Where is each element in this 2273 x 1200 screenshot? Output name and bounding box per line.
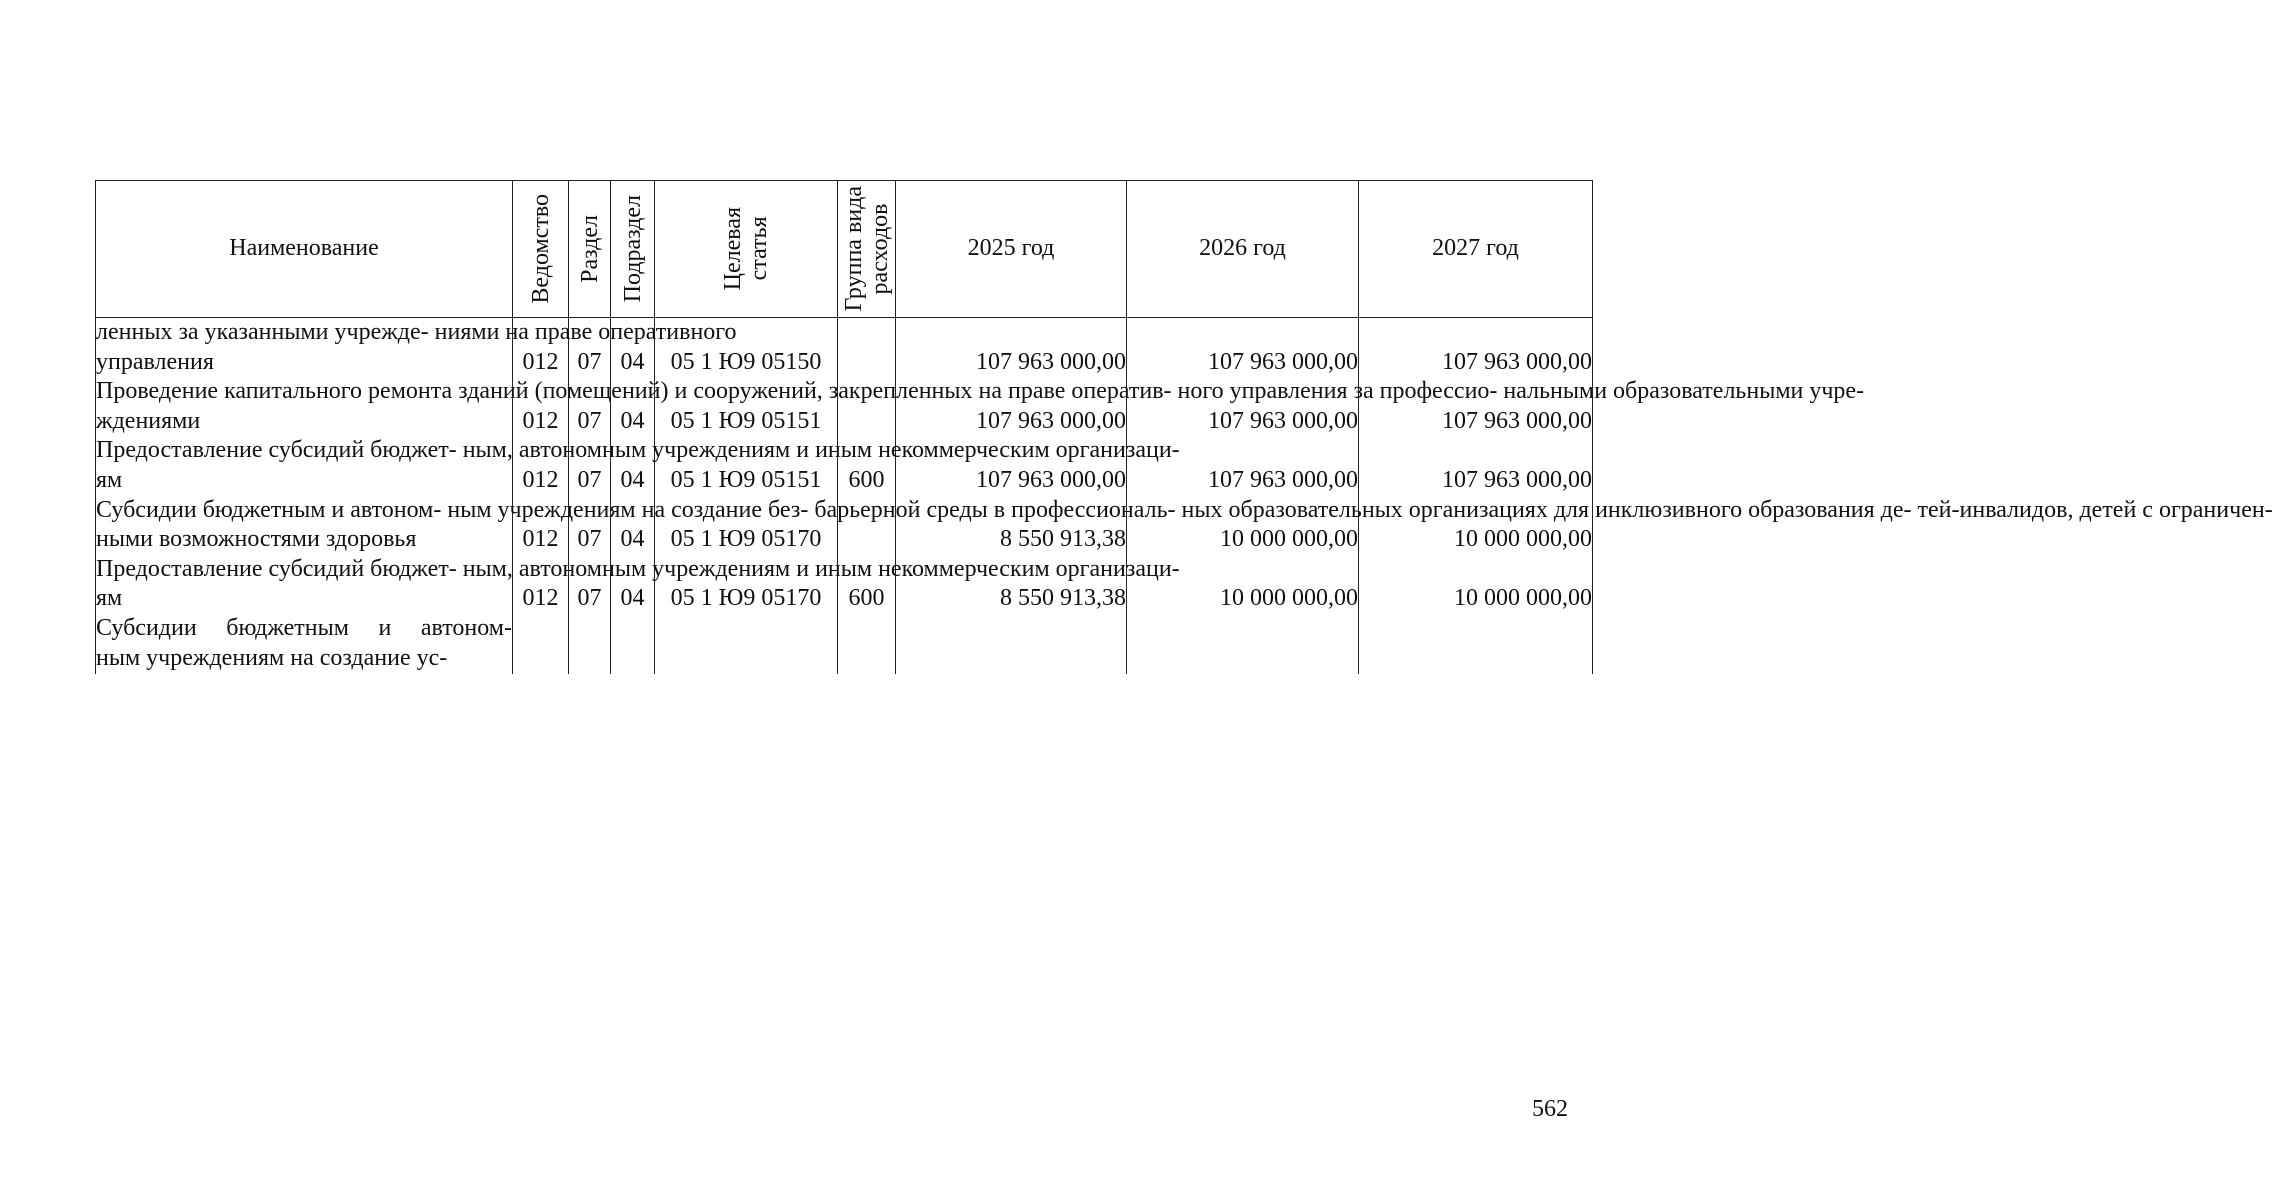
cell-dept: 012 bbox=[513, 496, 569, 555]
header-dept-label: Ведомство bbox=[527, 194, 554, 304]
cell-name bbox=[96, 614, 513, 674]
cell-name-line: Предоставление субсидий бюджет- bbox=[96, 555, 457, 582]
header-section bbox=[569, 181, 611, 318]
header-target-line1: Целевая bbox=[720, 207, 746, 291]
header-dept bbox=[513, 181, 569, 318]
cell-dept: 012 bbox=[513, 555, 569, 614]
header-target-line2: статья bbox=[746, 217, 772, 281]
cell-group: 600 bbox=[838, 555, 896, 614]
header-2027-label: 2027 год bbox=[1432, 235, 1519, 262]
cell-subsection: 04 bbox=[611, 318, 655, 378]
cell-2027: 10 000 000,00 bbox=[1359, 496, 1593, 555]
cell-2025: 107 963 000,00 bbox=[896, 318, 1127, 378]
cell-subsection: 04 bbox=[611, 436, 655, 495]
cell-target: 05 1 Ю9 05151 bbox=[655, 377, 838, 436]
cell-subsection: 04 bbox=[611, 555, 655, 614]
cell-name-line: ям bbox=[96, 585, 123, 612]
header-2025-label: 2025 год bbox=[967, 235, 1055, 262]
header-target-label bbox=[720, 207, 772, 290]
cell-dept: 012 bbox=[513, 318, 569, 378]
cell-2027: 10 000 000,00 bbox=[1359, 555, 1593, 614]
cell-name-line: тей-инвалидов, детей с ограничен- bbox=[1917, 496, 2273, 523]
cell-name-line: иным некоммерческим организаци- bbox=[815, 555, 1180, 582]
table-row bbox=[96, 436, 1593, 495]
cell-name-line: Предоставление субсидий бюджет- bbox=[96, 437, 457, 464]
cell-target: 05 1 Ю9 05170 bbox=[655, 555, 838, 614]
cell-name-line: ного управления за профессио- bbox=[1177, 378, 1498, 405]
cell-group bbox=[838, 318, 896, 378]
cell-group bbox=[838, 614, 896, 674]
header-group bbox=[838, 181, 896, 318]
cell-name-line: ных образовательных организациях bbox=[1181, 496, 1548, 523]
cell-name-line: Субсидии бюджетным и автоном- bbox=[96, 496, 442, 523]
cell-name-line: ниями на праве оперативного bbox=[434, 319, 737, 345]
cell-dept: 012 bbox=[513, 377, 569, 436]
cell-section: 07 bbox=[569, 377, 611, 436]
cell-2027: 107 963 000,00 bbox=[1359, 436, 1593, 495]
cell-section bbox=[569, 614, 611, 674]
cell-2025: 107 963 000,00 bbox=[896, 377, 1127, 436]
header-2026-label: 2026 год bbox=[1199, 235, 1286, 262]
cell-name-line: ным учреждениям на создание без- bbox=[447, 496, 809, 523]
cell-2026 bbox=[1127, 614, 1359, 674]
table-row bbox=[96, 555, 1593, 614]
cell-target: 05 1 Ю9 05150 bbox=[655, 318, 838, 378]
header-subsection bbox=[611, 181, 655, 318]
cell-name-line: ными возможностями здоровья bbox=[96, 526, 417, 553]
cell-2026: 107 963 000,00 bbox=[1127, 377, 1359, 436]
cell-2025: 107 963 000,00 bbox=[896, 436, 1127, 495]
header-2025 bbox=[896, 181, 1127, 318]
cell-section: 07 bbox=[569, 318, 611, 378]
cell-section: 07 bbox=[569, 496, 611, 555]
table-row bbox=[96, 614, 1593, 674]
cell-name-line: ным, автономным учреждениям и bbox=[462, 555, 810, 582]
cell-subsection: 04 bbox=[611, 496, 655, 555]
cell-name-line: Проведение капитального ремонта bbox=[96, 378, 453, 405]
table-header-row bbox=[96, 181, 1593, 318]
cell-name-line: управления bbox=[96, 348, 214, 375]
cell-name-line: ным, автономным учреждениям и bbox=[462, 437, 810, 464]
cell-subsection: 04 bbox=[611, 377, 655, 436]
cell-name-line: нальными образовательными учре- bbox=[1503, 378, 1865, 405]
cell-2027: 107 963 000,00 bbox=[1359, 377, 1593, 436]
cell-group: 600 bbox=[838, 436, 896, 495]
header-group-label bbox=[841, 186, 893, 311]
header-name bbox=[96, 181, 513, 318]
cell-dept bbox=[513, 614, 569, 674]
header-name-label: Наименование bbox=[229, 235, 379, 262]
header-target bbox=[655, 181, 838, 318]
cell-target: 05 1 Ю9 05170 bbox=[655, 496, 838, 555]
cell-name-line: ным учреждениям на создание ус- bbox=[96, 644, 448, 671]
cell-section: 07 bbox=[569, 555, 611, 614]
cell-name-line: для инклюзивного образования де- bbox=[1553, 496, 1912, 523]
cell-subsection bbox=[611, 614, 655, 674]
table-row bbox=[96, 496, 1593, 555]
cell-name-line: ям bbox=[96, 466, 123, 493]
cell-name-line: ленных за указанными учрежде- bbox=[96, 319, 429, 345]
cell-section: 07 bbox=[569, 436, 611, 495]
cell-name-line: Субсидии бюджетным и автоном- bbox=[96, 614, 512, 641]
cell-name-line: зданий (помещений) и сооружений, bbox=[458, 378, 823, 405]
cell-name-line: иным некоммерческим организаци- bbox=[815, 437, 1180, 464]
page-number: 562 bbox=[1532, 1096, 1568, 1122]
header-group-line1: Группа вида bbox=[840, 186, 867, 312]
cell-2025 bbox=[896, 614, 1127, 674]
cell-name-line: ждениями bbox=[96, 407, 201, 434]
header-group-line2: расходов bbox=[866, 203, 893, 295]
cell-2025: 8 550 913,38 bbox=[896, 555, 1127, 614]
budget-table bbox=[95, 180, 2273, 674]
table-row bbox=[96, 318, 1593, 378]
table-body bbox=[96, 318, 2273, 674]
cell-name-line: барьерной среды в профессиональ- bbox=[814, 496, 1176, 523]
cell-2027: 107 963 000,00 bbox=[1359, 318, 1593, 378]
cell-2026: 10 000 000,00 bbox=[1127, 496, 1359, 555]
header-2027 bbox=[1359, 181, 1593, 318]
cell-target bbox=[655, 614, 838, 674]
cell-2026: 10 000 000,00 bbox=[1127, 555, 1359, 614]
header-subsection-label: Подраздел bbox=[619, 195, 646, 303]
table-row bbox=[96, 377, 1593, 436]
cell-target: 05 1 Ю9 05151 bbox=[655, 436, 838, 495]
cell-dept: 012 bbox=[513, 436, 569, 495]
cell-2025: 8 550 913,38 bbox=[896, 496, 1127, 555]
cell-name-line: закрепленных на праве оператив- bbox=[828, 378, 1172, 405]
cell-2026: 107 963 000,00 bbox=[1127, 318, 1359, 378]
header-2026 bbox=[1127, 181, 1359, 318]
cell-2026: 107 963 000,00 bbox=[1127, 436, 1359, 495]
header-section-label: Раздел bbox=[576, 215, 603, 283]
cell-2027 bbox=[1359, 614, 1593, 674]
